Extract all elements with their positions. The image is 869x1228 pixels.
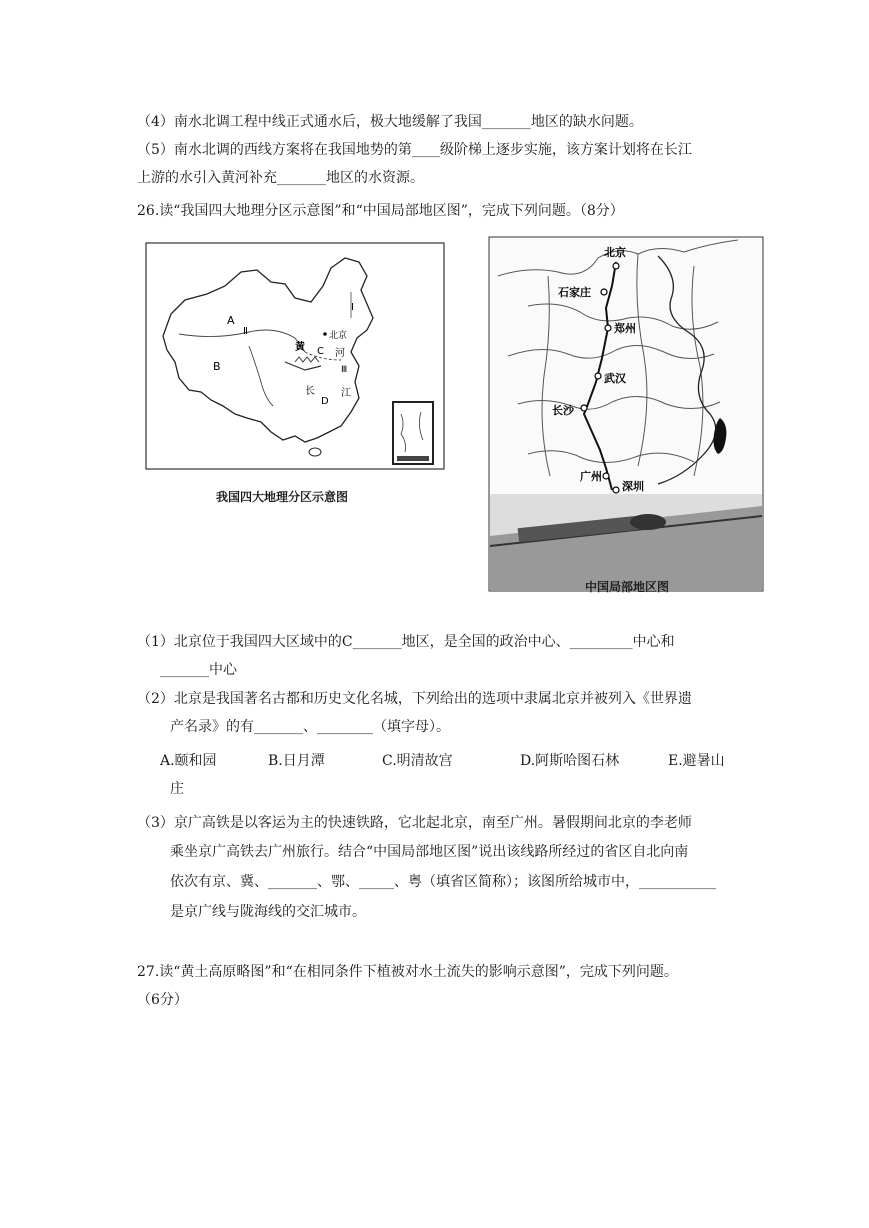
china-regions-map <box>145 242 445 470</box>
q26-p3d: 是京广线与陇海线的交汇城市。 <box>170 904 366 920</box>
option-e-cont: 庄 <box>170 781 184 797</box>
map2-city-changsha: 长沙 <box>552 404 574 417</box>
option-c: C.明清故宫 <box>382 753 453 769</box>
q27-line2: （6分） <box>137 992 188 1008</box>
map2-city-shijiazhuang: 石家庄 <box>558 286 591 299</box>
q25-line5b: 上游的水引入黄河补充_______地区的水资源。 <box>137 170 424 186</box>
map1-label-he: 河 <box>335 348 345 359</box>
map1-label-jiang: 江 <box>341 388 351 399</box>
map1-label-ii: Ⅱ <box>243 326 248 337</box>
q26-title: 26.读“我国四大地理分区示意图”和“中国局部地区图”，完成下列问题。（8分） <box>137 203 624 219</box>
map1-label-huang: 黄 <box>295 342 305 353</box>
map1-caption: 我国四大地理分区示意图 <box>216 490 349 504</box>
option-b: B.日月潭 <box>268 753 325 769</box>
option-d: D.阿斯哈图石林 <box>520 753 620 769</box>
q25-line4: （4）南水北调工程中线正式通水后，极大地缓解了我国_______地区的缺水问题。 <box>137 114 643 130</box>
map2-city-beijing: 北京 <box>604 246 626 259</box>
option-e: E.避暑山 <box>668 753 725 769</box>
q26-p3b: 乘坐京广高铁去广州旅行。结合“中国局部地区图”说出该线路所经过的省区自北向南 <box>170 844 689 860</box>
q26-p2b: 产名录》的有_______、________（填字母）。 <box>170 719 450 735</box>
option-a: A.颐和园 <box>160 753 217 769</box>
q26-p1b: _______中心 <box>160 662 237 678</box>
map1-label-c: C <box>317 346 324 357</box>
map2-city-shenzhen: 深圳 <box>622 480 644 493</box>
map1-label-b: B <box>213 360 221 373</box>
map2-caption: 中国局部地区图 <box>585 580 670 594</box>
map1-label-i: Ⅰ <box>351 302 354 313</box>
q26-p2a: （2）北京是我国著名古都和历史文化名城，下列给出的选项中隶属北京并被列入《世界遗 <box>137 691 692 707</box>
map1-label-iii: Ⅲ <box>341 365 348 375</box>
map2-city-zhengzhou: 郑州 <box>614 322 636 335</box>
map2-city-guangzhou: 广州 <box>580 470 602 483</box>
map2-city-wuhan: 武汉 <box>604 372 626 385</box>
q25-line5a: （5）南水北调的西线方案将在我国地势的第____级阶梯上逐步实施，该方案计划将在长江 <box>137 142 692 158</box>
map1-label-beijing: 北京 <box>329 331 348 341</box>
map1-label-d: D <box>321 396 329 407</box>
china-partial-map <box>488 236 764 592</box>
q26-p1a: （1）北京位于我国四大区域中的C_______地区，是全国的政治中心、_________中心和 <box>137 634 675 650</box>
q26-p3a: （3）京广高铁是以客运为主的快速铁路，它北起北京，南至广州。暑假期间北京的李老师 <box>137 815 692 831</box>
map1-label-chang: 长 <box>305 386 315 397</box>
map1-label-a: A <box>227 314 235 327</box>
q27-line1: 27.读“黄土高原略图”和“在相同条件下植被对水土流失的影响示意图”，完成下列问题。 <box>137 964 678 980</box>
q26-p3c: 依次有京、冀、_______、鄂、_____、粤（填省区简称）；该图所给城市中，___________ <box>170 874 716 890</box>
